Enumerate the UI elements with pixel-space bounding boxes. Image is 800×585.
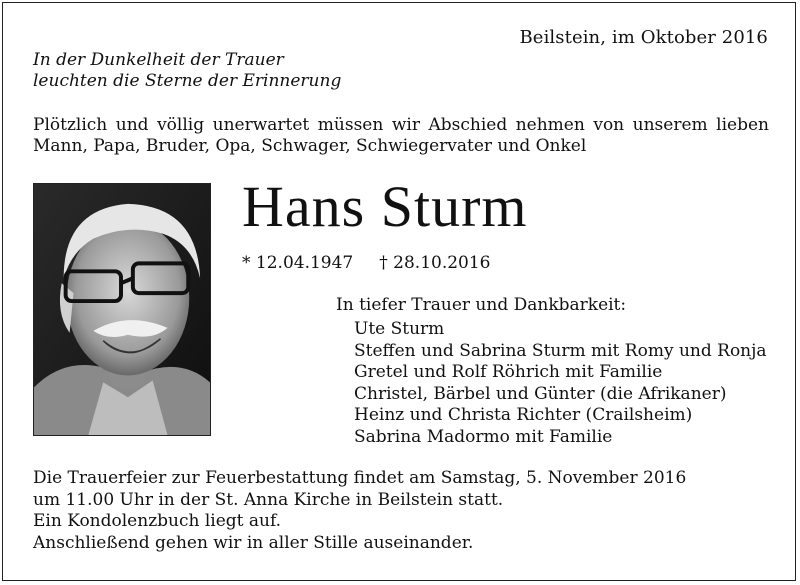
motto-line: leuchten die Sterne der Erinnerung xyxy=(33,71,342,91)
portrait-photo xyxy=(33,183,211,436)
funeral-info xyxy=(33,468,686,554)
motto-line: In der Dunkelheit der Trauer xyxy=(33,50,284,70)
funeral-line: Anschließend gehen wir in aller Stille auseinander. xyxy=(33,532,474,553)
life-dates xyxy=(242,253,491,274)
birth-date: * 12.04.1947 xyxy=(242,253,354,273)
intro-text: Plötzlich und völlig unerwartet müssen wir Abschied nehmen von unserem lieben Mann, Papa, Bruder, Opa, Schwager, Schwiegervater und Onkel xyxy=(33,115,769,156)
funeral-line: Ein Kondolenzbuch liegt auf. xyxy=(33,511,282,531)
portrait-illustration xyxy=(34,184,210,435)
deceased-name: Hans Sturm xyxy=(242,174,528,239)
mourner: Christel, Bärbel und Günter (die Afrikaner) xyxy=(354,383,727,404)
death-date: † 28.10.2016 xyxy=(379,253,491,273)
funeral-line: um 11.00 Uhr in der St. Anna Kirche in Beilstein statt. xyxy=(33,489,504,510)
mourners-list xyxy=(354,319,767,448)
mourner: Heinz und Christa Richter (Crailsheim) xyxy=(354,405,693,425)
mourner: Sabrina Madormo mit Familie xyxy=(354,426,613,447)
funeral-line: Die Trauerfeier zur Feuerbestattung findet am Samstag, 5. November 2016 xyxy=(33,468,687,488)
mourner: Gretel und Rolf Röhrich mit Familie xyxy=(354,362,663,382)
place-date: Beilstein, im Oktober 2016 xyxy=(519,27,768,48)
mourning-heading: In tiefer Trauer und Dankbarkeit: xyxy=(336,295,627,315)
mourner: Steffen und Sabrina Sturm mit Romy und Ronja xyxy=(354,340,767,361)
mourner: Ute Sturm xyxy=(354,319,445,339)
motto xyxy=(33,50,341,92)
